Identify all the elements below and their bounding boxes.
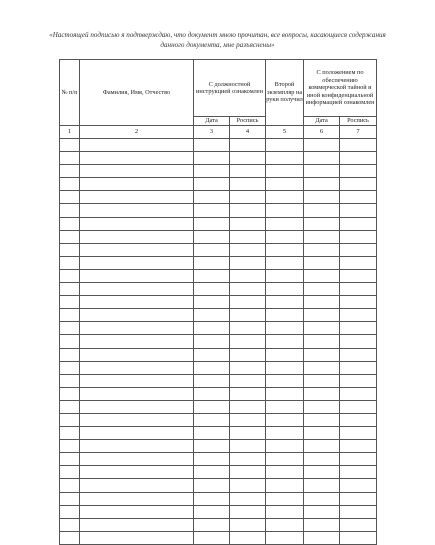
table-row bbox=[60, 283, 377, 296]
table-cell bbox=[230, 204, 266, 217]
table-cell bbox=[80, 518, 194, 531]
table-cell bbox=[340, 335, 377, 348]
table-cell bbox=[230, 309, 266, 322]
table-cell bbox=[80, 531, 194, 544]
table-cell bbox=[340, 361, 377, 374]
table-cell bbox=[340, 348, 377, 361]
table-cell bbox=[266, 427, 304, 440]
table-cell bbox=[230, 518, 266, 531]
table-cell bbox=[230, 283, 266, 296]
table-cell bbox=[266, 531, 304, 544]
table-row bbox=[60, 479, 377, 492]
table-cell bbox=[230, 217, 266, 230]
table-row bbox=[60, 505, 377, 518]
table-cell bbox=[340, 453, 377, 466]
table-row bbox=[60, 387, 377, 400]
table-cell bbox=[194, 427, 230, 440]
table-cell bbox=[60, 322, 80, 335]
table-cell bbox=[230, 492, 266, 505]
table-row bbox=[60, 492, 377, 505]
table-cell bbox=[266, 296, 304, 309]
table-cell bbox=[80, 309, 194, 322]
table-cell bbox=[266, 309, 304, 322]
table-row bbox=[60, 453, 377, 466]
table-cell bbox=[80, 217, 194, 230]
table-cell bbox=[304, 453, 340, 466]
table-cell bbox=[304, 335, 340, 348]
table-cell bbox=[266, 256, 304, 269]
table-cell bbox=[60, 348, 80, 361]
table-cell bbox=[266, 191, 304, 204]
column-number: 5 bbox=[266, 126, 304, 139]
header-job-instruction-date: Дата bbox=[194, 117, 230, 126]
table-cell bbox=[266, 243, 304, 256]
table-cell bbox=[194, 139, 230, 152]
table-cell bbox=[80, 453, 194, 466]
table-cell bbox=[194, 348, 230, 361]
table-cell bbox=[60, 492, 80, 505]
table-cell bbox=[80, 322, 194, 335]
table-row bbox=[60, 427, 377, 440]
table-cell bbox=[60, 335, 80, 348]
table-cell bbox=[60, 204, 80, 217]
table-cell bbox=[230, 269, 266, 282]
table-row bbox=[60, 230, 377, 243]
column-number: 1 bbox=[60, 126, 80, 139]
table-cell bbox=[266, 322, 304, 335]
table-row bbox=[60, 348, 377, 361]
table-cell bbox=[304, 505, 340, 518]
table-cell bbox=[194, 531, 230, 544]
table-cell bbox=[60, 152, 80, 165]
table-cell bbox=[80, 139, 194, 152]
table-row bbox=[60, 531, 377, 544]
table-cell bbox=[80, 387, 194, 400]
table-cell bbox=[340, 518, 377, 531]
table-cell bbox=[194, 518, 230, 531]
table-cell bbox=[266, 400, 304, 413]
table-cell bbox=[194, 178, 230, 191]
table-cell bbox=[60, 361, 80, 374]
table-cell bbox=[230, 531, 266, 544]
table-cell bbox=[304, 348, 340, 361]
header-full-name: Фамилия, Имя, Отчество bbox=[80, 60, 194, 126]
table-cell bbox=[194, 269, 230, 282]
table-cell bbox=[230, 400, 266, 413]
table-cell bbox=[60, 139, 80, 152]
table-cell bbox=[230, 505, 266, 518]
column-number-row bbox=[60, 126, 377, 139]
table-cell bbox=[340, 204, 377, 217]
table-cell bbox=[60, 531, 80, 544]
table-cell bbox=[340, 243, 377, 256]
table-cell bbox=[194, 152, 230, 165]
table-cell bbox=[80, 243, 194, 256]
table-row bbox=[60, 466, 377, 479]
table-cell bbox=[266, 387, 304, 400]
table-row bbox=[60, 296, 377, 309]
table-cell bbox=[340, 256, 377, 269]
table-cell bbox=[266, 479, 304, 492]
acknowledgement-table bbox=[59, 59, 377, 545]
table-cell bbox=[80, 505, 194, 518]
table-cell bbox=[230, 322, 266, 335]
table-cell bbox=[80, 283, 194, 296]
table-cell bbox=[340, 505, 377, 518]
table-cell bbox=[60, 518, 80, 531]
table-row bbox=[60, 335, 377, 348]
table-cell bbox=[230, 479, 266, 492]
table-cell bbox=[340, 479, 377, 492]
table-cell bbox=[266, 178, 304, 191]
table-cell bbox=[194, 335, 230, 348]
table-cell bbox=[266, 361, 304, 374]
table-cell bbox=[194, 505, 230, 518]
table-cell bbox=[266, 283, 304, 296]
table-cell bbox=[304, 374, 340, 387]
table-cell bbox=[194, 440, 230, 453]
table-cell bbox=[340, 531, 377, 544]
table-cell bbox=[340, 413, 377, 426]
table-cell bbox=[80, 466, 194, 479]
table-cell bbox=[60, 256, 80, 269]
table-cell bbox=[194, 256, 230, 269]
column-number: 6 bbox=[304, 126, 340, 139]
table-cell bbox=[340, 466, 377, 479]
table-cell bbox=[60, 413, 80, 426]
table-cell bbox=[266, 466, 304, 479]
table-row bbox=[60, 152, 377, 165]
table-cell bbox=[60, 440, 80, 453]
table-row bbox=[60, 440, 377, 453]
table-cell bbox=[60, 191, 80, 204]
table-cell bbox=[230, 361, 266, 374]
table-cell bbox=[230, 427, 266, 440]
table-cell bbox=[194, 453, 230, 466]
table-cell bbox=[230, 466, 266, 479]
table-cell bbox=[304, 152, 340, 165]
table-cell bbox=[230, 296, 266, 309]
table-cell bbox=[80, 269, 194, 282]
table-row bbox=[60, 165, 377, 178]
table-cell bbox=[266, 152, 304, 165]
table-row bbox=[60, 322, 377, 335]
table-cell bbox=[230, 139, 266, 152]
table-cell bbox=[60, 453, 80, 466]
table-cell bbox=[230, 243, 266, 256]
table-cell bbox=[60, 178, 80, 191]
header-trade-secret: С положением по обеспечению коммерческой тайной и иной конфиденциальной информацией ознакомлен bbox=[304, 60, 377, 117]
table-cell bbox=[304, 400, 340, 413]
table-cell bbox=[60, 479, 80, 492]
table-cell bbox=[194, 243, 230, 256]
table-cell bbox=[80, 374, 194, 387]
table-row bbox=[60, 191, 377, 204]
table-cell bbox=[304, 387, 340, 400]
table-cell bbox=[194, 309, 230, 322]
table-cell bbox=[80, 165, 194, 178]
table-cell bbox=[340, 492, 377, 505]
table-cell bbox=[304, 217, 340, 230]
table-cell bbox=[80, 230, 194, 243]
table-cell bbox=[340, 440, 377, 453]
table-cell bbox=[304, 139, 340, 152]
table-cell bbox=[340, 152, 377, 165]
table-cell bbox=[194, 230, 230, 243]
table-cell bbox=[194, 217, 230, 230]
table-row bbox=[60, 269, 377, 282]
table-cell bbox=[60, 387, 80, 400]
table-cell bbox=[60, 466, 80, 479]
table-cell bbox=[304, 531, 340, 544]
table-cell bbox=[266, 518, 304, 531]
table-cell bbox=[80, 413, 194, 426]
table-cell bbox=[304, 492, 340, 505]
table-cell bbox=[230, 440, 266, 453]
table-cell bbox=[230, 453, 266, 466]
table-cell bbox=[266, 413, 304, 426]
table-cell bbox=[194, 374, 230, 387]
table-cell bbox=[340, 387, 377, 400]
table-cell bbox=[304, 165, 340, 178]
table-cell bbox=[194, 322, 230, 335]
table-row bbox=[60, 204, 377, 217]
table-cell bbox=[304, 427, 340, 440]
table-cell bbox=[266, 335, 304, 348]
header-second-copy: Второй экземпляр на руки получил bbox=[266, 60, 304, 126]
table-cell bbox=[340, 191, 377, 204]
table-cell bbox=[340, 309, 377, 322]
table-cell bbox=[80, 440, 194, 453]
table-cell bbox=[80, 492, 194, 505]
table-cell bbox=[340, 400, 377, 413]
column-number: 2 bbox=[80, 126, 194, 139]
table-cell bbox=[230, 165, 266, 178]
table-cell bbox=[80, 427, 194, 440]
table-cell bbox=[340, 139, 377, 152]
table-cell bbox=[304, 191, 340, 204]
table-cell bbox=[304, 243, 340, 256]
table-cell bbox=[304, 309, 340, 322]
header-trade-secret-date: Дата bbox=[304, 117, 340, 126]
table-cell bbox=[340, 269, 377, 282]
table-cell bbox=[230, 348, 266, 361]
table-row bbox=[60, 361, 377, 374]
table-cell bbox=[266, 505, 304, 518]
header-job-instruction: С должностной инструкцией ознакомлен bbox=[194, 60, 266, 117]
table-cell bbox=[194, 191, 230, 204]
table-cell bbox=[304, 256, 340, 269]
table-cell bbox=[304, 230, 340, 243]
table-cell bbox=[60, 374, 80, 387]
table-cell bbox=[60, 296, 80, 309]
table-cell bbox=[80, 204, 194, 217]
table-cell bbox=[304, 518, 340, 531]
table-cell bbox=[304, 296, 340, 309]
table-cell bbox=[304, 204, 340, 217]
table-row bbox=[60, 243, 377, 256]
table-cell bbox=[340, 283, 377, 296]
table-cell bbox=[60, 165, 80, 178]
table-cell bbox=[266, 269, 304, 282]
table-cell bbox=[266, 453, 304, 466]
table-cell bbox=[80, 348, 194, 361]
table-row bbox=[60, 309, 377, 322]
table-cell bbox=[60, 400, 80, 413]
table-cell bbox=[340, 322, 377, 335]
table-cell bbox=[340, 296, 377, 309]
table-cell bbox=[194, 204, 230, 217]
table-cell bbox=[304, 322, 340, 335]
table-cell bbox=[60, 230, 80, 243]
table-cell bbox=[230, 256, 266, 269]
table-cell bbox=[340, 427, 377, 440]
table-cell bbox=[266, 204, 304, 217]
table-cell bbox=[194, 413, 230, 426]
table-cell bbox=[266, 165, 304, 178]
table-row bbox=[60, 217, 377, 230]
table-cell bbox=[266, 492, 304, 505]
table-cell bbox=[194, 387, 230, 400]
table-row bbox=[60, 139, 377, 152]
table-cell bbox=[340, 178, 377, 191]
table-cell bbox=[80, 191, 194, 204]
column-number: 4 bbox=[230, 126, 266, 139]
column-number: 3 bbox=[194, 126, 230, 139]
header-job-instruction-signature: Роспись bbox=[230, 117, 266, 126]
table-row bbox=[60, 374, 377, 387]
table-cell bbox=[80, 335, 194, 348]
table-cell bbox=[60, 427, 80, 440]
table-cell bbox=[266, 440, 304, 453]
table-cell bbox=[194, 492, 230, 505]
table-cell bbox=[266, 348, 304, 361]
table-cell bbox=[194, 283, 230, 296]
table-cell bbox=[304, 466, 340, 479]
table-cell bbox=[194, 361, 230, 374]
table-cell bbox=[60, 269, 80, 282]
header-number: № п/п bbox=[60, 60, 80, 126]
table-cell bbox=[80, 178, 194, 191]
table-cell bbox=[230, 413, 266, 426]
table-cell bbox=[304, 283, 340, 296]
table-row bbox=[60, 256, 377, 269]
table-cell bbox=[194, 479, 230, 492]
table-cell bbox=[80, 296, 194, 309]
table-cell bbox=[266, 217, 304, 230]
table-cell bbox=[266, 374, 304, 387]
table-cell bbox=[304, 269, 340, 282]
table-cell bbox=[80, 256, 194, 269]
table-cell bbox=[230, 178, 266, 191]
table-cell bbox=[230, 374, 266, 387]
table-cell bbox=[304, 479, 340, 492]
table-row bbox=[60, 413, 377, 426]
table-cell bbox=[304, 178, 340, 191]
table-cell bbox=[60, 283, 80, 296]
table-cell bbox=[60, 309, 80, 322]
table-cell bbox=[340, 230, 377, 243]
table-cell bbox=[230, 152, 266, 165]
table-cell bbox=[60, 217, 80, 230]
table-cell bbox=[80, 361, 194, 374]
table-cell bbox=[304, 440, 340, 453]
table-cell bbox=[80, 152, 194, 165]
table-cell bbox=[60, 505, 80, 518]
table-cell bbox=[194, 165, 230, 178]
table-cell bbox=[266, 230, 304, 243]
header-trade-secret-signature: Роспись bbox=[340, 117, 377, 126]
table-cell bbox=[340, 165, 377, 178]
table-cell bbox=[230, 191, 266, 204]
table-row bbox=[60, 400, 377, 413]
table-cell bbox=[80, 400, 194, 413]
table-cell bbox=[266, 139, 304, 152]
table-cell bbox=[230, 335, 266, 348]
table-cell bbox=[340, 217, 377, 230]
table-cell bbox=[230, 387, 266, 400]
table-cell bbox=[194, 466, 230, 479]
table-row bbox=[60, 518, 377, 531]
table-cell bbox=[230, 230, 266, 243]
table-cell bbox=[304, 361, 340, 374]
table-cell bbox=[194, 400, 230, 413]
table-row bbox=[60, 178, 377, 191]
confirmation-statement: «Настоящей подписью я подтверждаю, что документ мною прочитан, все вопросы, касающиеся содержания данного документа, мне разъяснены» bbox=[49, 31, 386, 49]
table-cell bbox=[80, 479, 194, 492]
column-number: 7 bbox=[340, 126, 377, 139]
table-cell bbox=[60, 243, 80, 256]
table-cell bbox=[340, 374, 377, 387]
table-cell bbox=[194, 296, 230, 309]
table-cell bbox=[304, 413, 340, 426]
